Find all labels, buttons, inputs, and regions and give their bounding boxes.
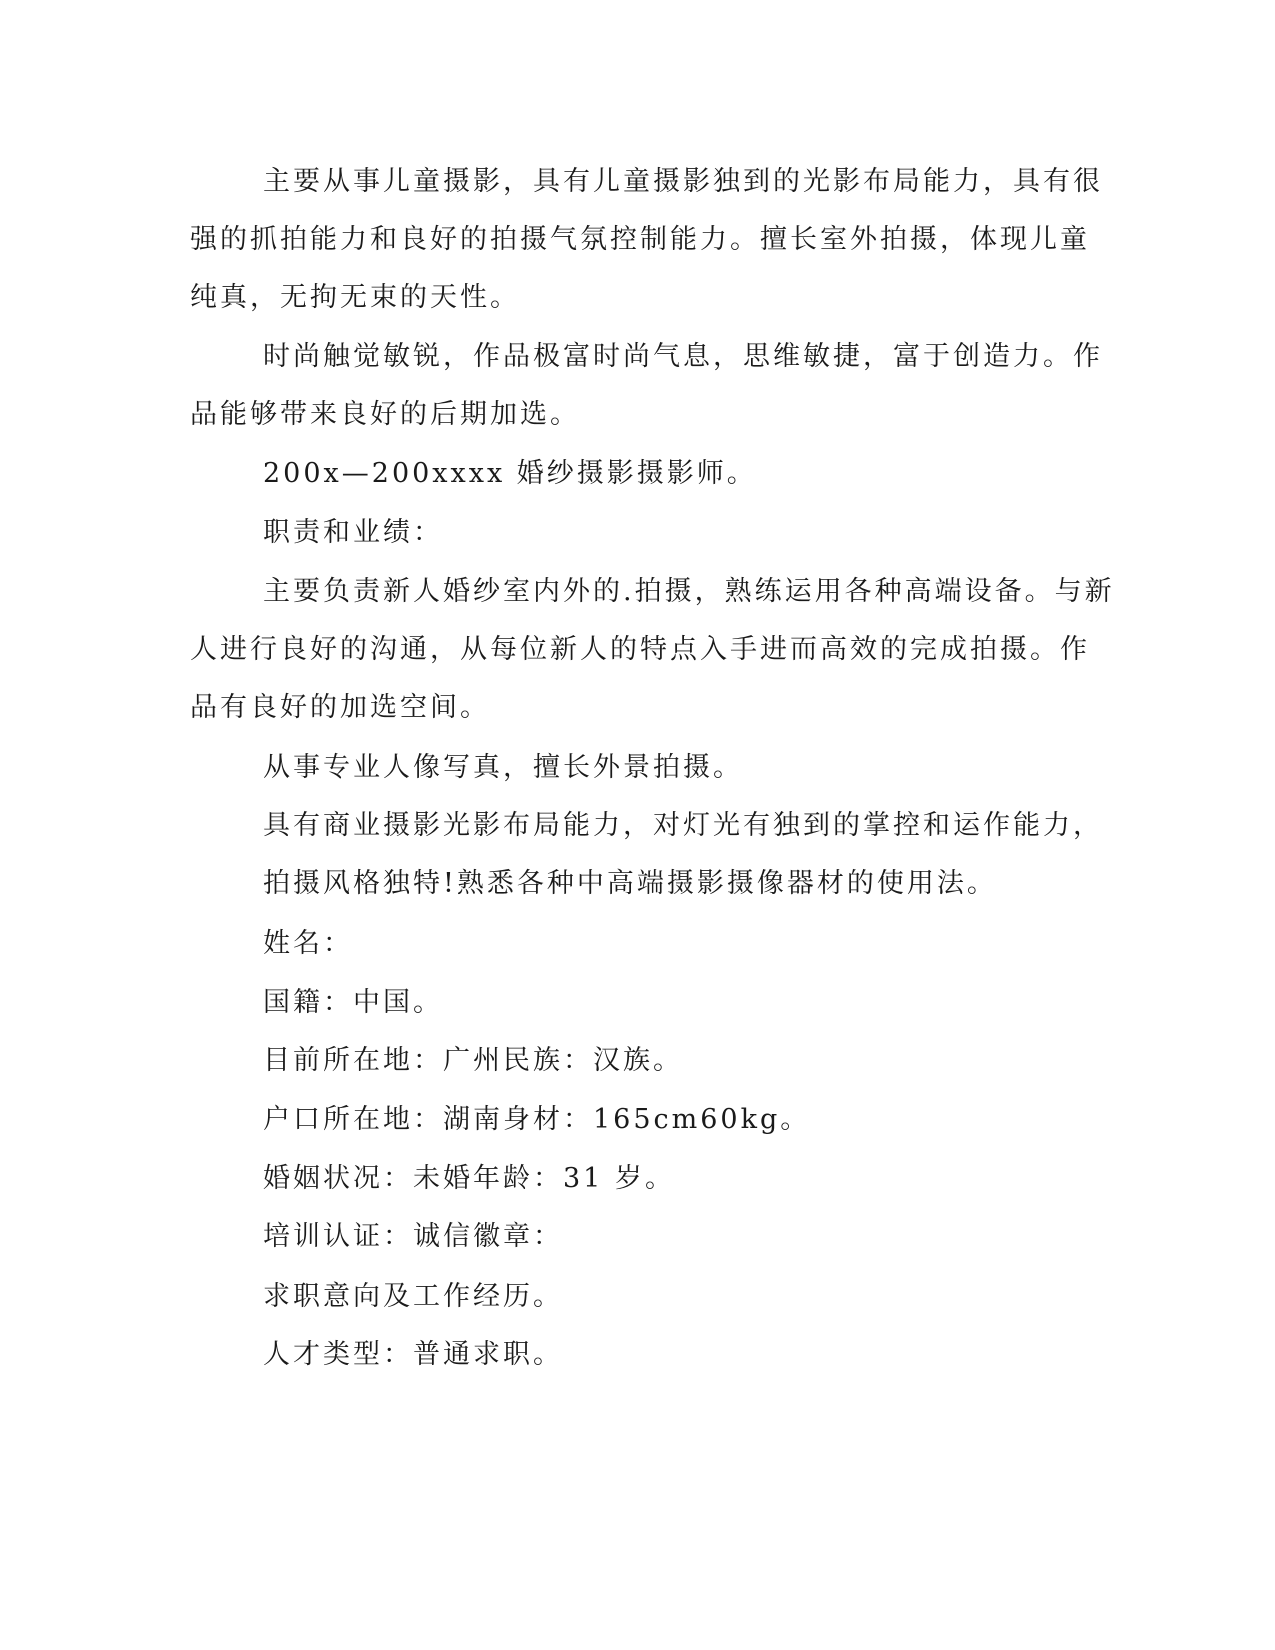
paragraph-line: 姓名： [263,928,353,959]
paragraph-line: 从事专业人像写真，擅长外景拍摄。 [263,752,743,783]
paragraph-line: 户口所在地：湖南身材：165cm60kg。 [263,1104,811,1135]
paragraph-line: 职责和业绩： [263,517,443,548]
paragraph-line: 人才类型：普通求职。 [263,1339,563,1370]
paragraph-line: 纯真，无拘无束的天性。 [190,282,520,313]
paragraph-line: 品有良好的加选空间。 [190,692,490,723]
paragraph-line: 国籍：中国。 [263,987,443,1018]
paragraph-line: 人进行良好的沟通，从每位新人的特点入手进而高效的完成拍摄。作 [190,634,1090,665]
paragraph-line: 时尚触觉敏锐，作品极富时尚气息，思维敏捷，富于创造力。作 [263,341,1103,372]
paragraph-line: 品能够带来良好的后期加选。 [190,399,580,430]
paragraph-line: 具有商业摄影光影布局能力，对灯光有独到的掌控和运作能力， [263,810,1103,841]
paragraph-line: 求职意向及工作经历。 [263,1281,563,1312]
paragraph-line: 目前所在地：广州民族：汉族。 [263,1045,683,1076]
paragraph-line: 200x—200xxxx 婚纱摄影摄影师。 [263,458,757,489]
paragraph-line: 婚姻状况：未婚年龄：31 岁。 [263,1163,675,1194]
paragraph-line: 强的抓拍能力和良好的拍摄气氛控制能力。擅长室外拍摄，体现儿童 [190,224,1090,255]
paragraph-line: 拍摄风格独特!熟悉各种中高端摄影摄像器材的使用法。 [263,868,997,899]
paragraph-line: 主要从事儿童摄影，具有儿童摄影独到的光影布局能力，具有很 [263,166,1103,197]
paragraph-line: 主要负责新人婚纱室内外的.拍摄，熟练运用各种高端设备。与新 [263,576,1115,607]
paragraph-line: 培训认证：诚信徽章： [263,1221,563,1252]
